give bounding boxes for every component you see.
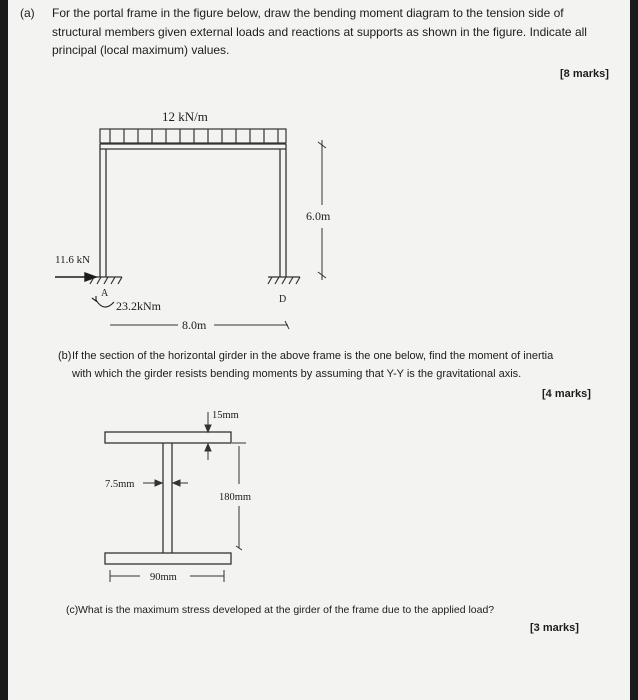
depth-label: 180mm [219,492,252,503]
question-b-line-1: If the section of the horizontal girder in the above frame is the one below, find the moment of inertia [72,350,554,362]
flange-thickness-dimension [205,412,211,460]
question-c-label: (c) [66,604,79,616]
question-a-line-3: principal (local maximum) values. [52,43,230,58]
question-c-text: What is the maximum stress developed at the girder of the frame due to the applied load? [78,604,495,616]
question-c-marks: [3 marks] [530,622,579,634]
i-section-outline [105,432,231,564]
question-b-line-2: with which the girder resists bending moments by assuming that Y-Y is the gravitational axis. [72,367,522,380]
support-d-label: D [279,294,287,305]
question-a-marks: [8 marks] [560,68,609,80]
height-label: 6.0m [306,209,331,223]
question-b-marks: [4 marks] [542,388,591,400]
question-b [58,348,602,383]
question-a-line-2: structural members given external loads and reactions at supports as shown in the figure. Indicate all [52,24,587,39]
width-label: 90mm [150,572,177,583]
i-section-figure [0,400,638,600]
distributed-load [100,129,286,143]
frame-members [100,144,286,277]
horizontal-force-arrow [55,273,96,281]
udl-label: 12 kN/m [162,109,208,124]
question-c [66,602,578,618]
support-d-fixed [268,277,300,284]
question-a-line-1: For the portal frame in the figure below, draw the bending moment diagram to the tension side of [52,6,564,20]
horizontal-force-label: 11.6 kN [55,254,91,266]
web-thickness-dimension [143,480,188,486]
span-label: 8.0m [182,318,207,332]
portal-frame-figure [0,0,638,340]
support-a-label: A [101,288,109,299]
moment-label: 23.2kNm [116,299,161,313]
web-thickness-label: 7.5mm [105,479,135,490]
flange-thickness-label: 15mm [212,410,239,421]
question-b-label: (b) [58,350,72,362]
question-a-label: (a) [20,6,35,20]
